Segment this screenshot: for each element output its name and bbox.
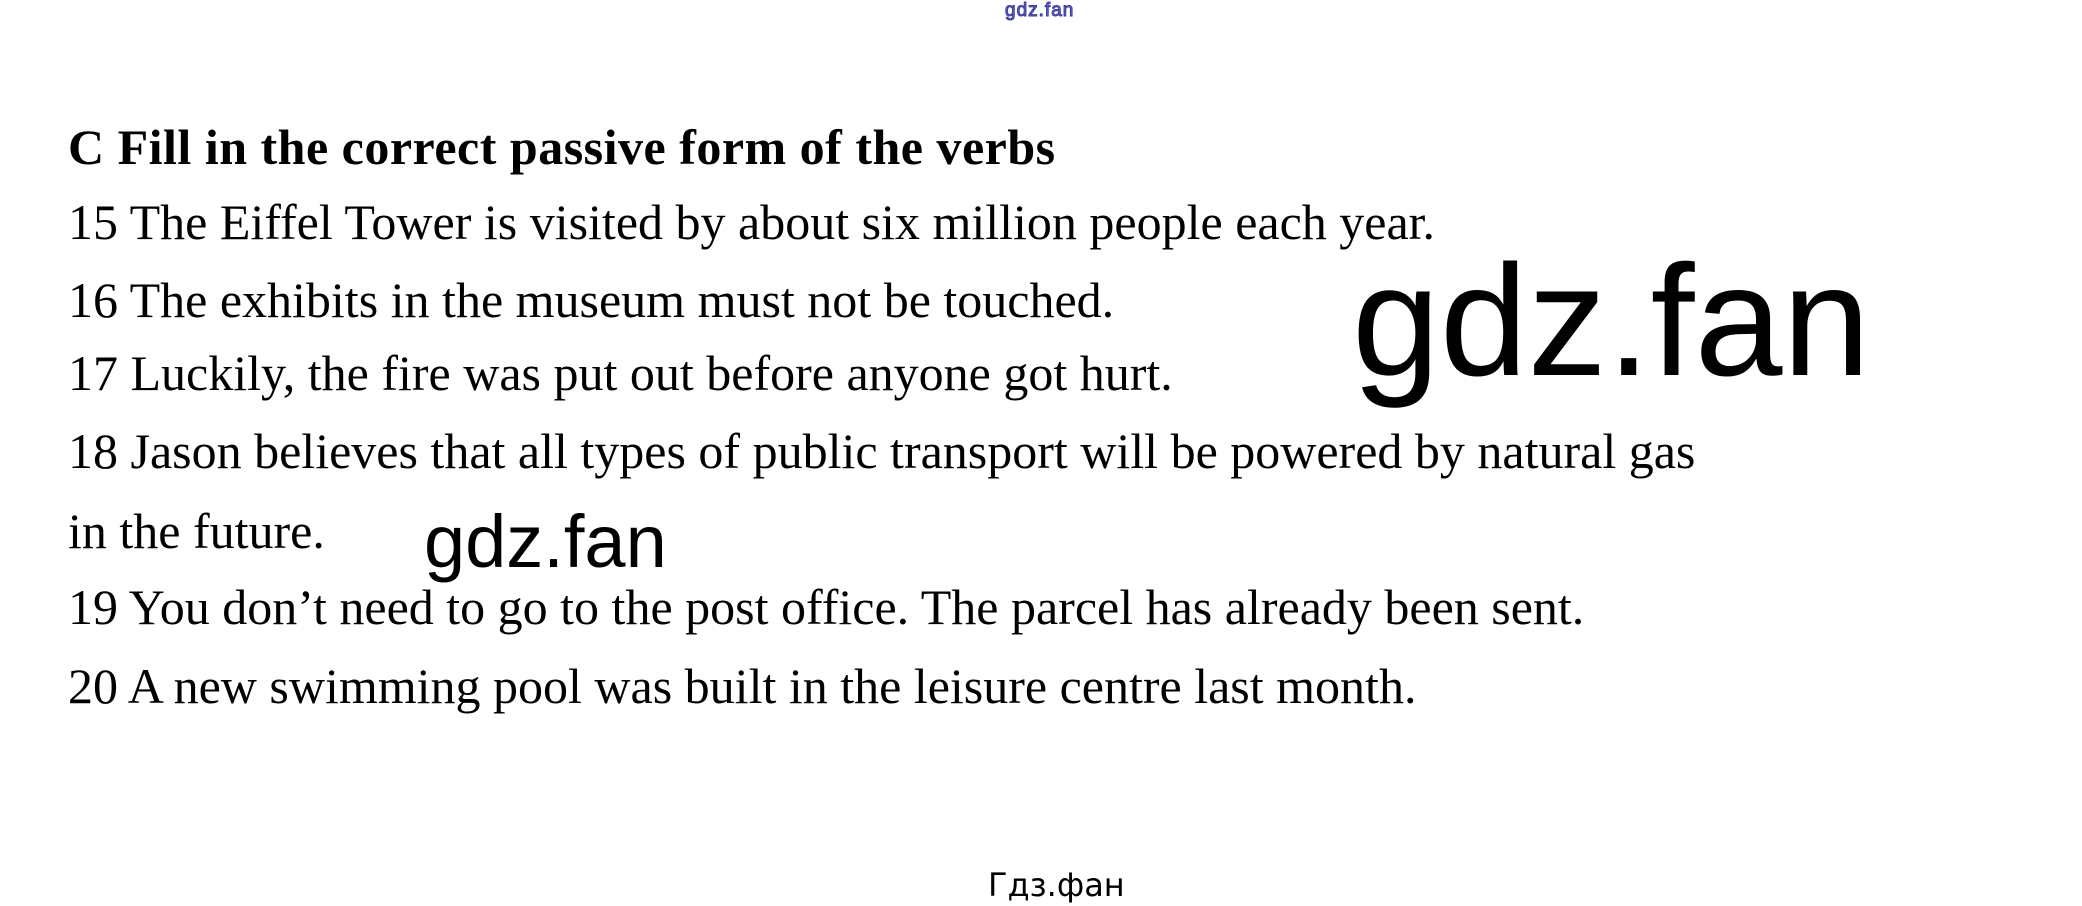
sentence-15: 15 The Eiffel Tower is visited by about six million people each year. xyxy=(68,194,1436,250)
watermark-top: gdz.fan xyxy=(1005,0,1075,21)
watermark-inline: gdz.fan xyxy=(424,500,667,583)
sentence-16: 16 The exhibits in the museum must not be touched. xyxy=(68,272,1115,328)
watermark-footer: Гдз.фан xyxy=(988,866,1125,904)
sentence-17: 17 Luckily, the fire was put out before anyone got hurt. xyxy=(68,345,1173,401)
sentence-19: 19 You don’t need to go to the post office. The parcel has already been sent. xyxy=(68,579,1585,635)
sentence-20: 20 A new swimming pool was built in the leisure centre last month. xyxy=(68,658,1417,714)
watermark-big: gdz.fan xyxy=(1352,233,1871,409)
exercise-heading: C Fill in the correct passive form of the verbs xyxy=(68,119,1056,175)
sentence-18-continuation: in the future. xyxy=(68,503,325,559)
sentence-18: 18 Jason believes that all types of public transport will be powered by natural gas xyxy=(68,423,1696,479)
